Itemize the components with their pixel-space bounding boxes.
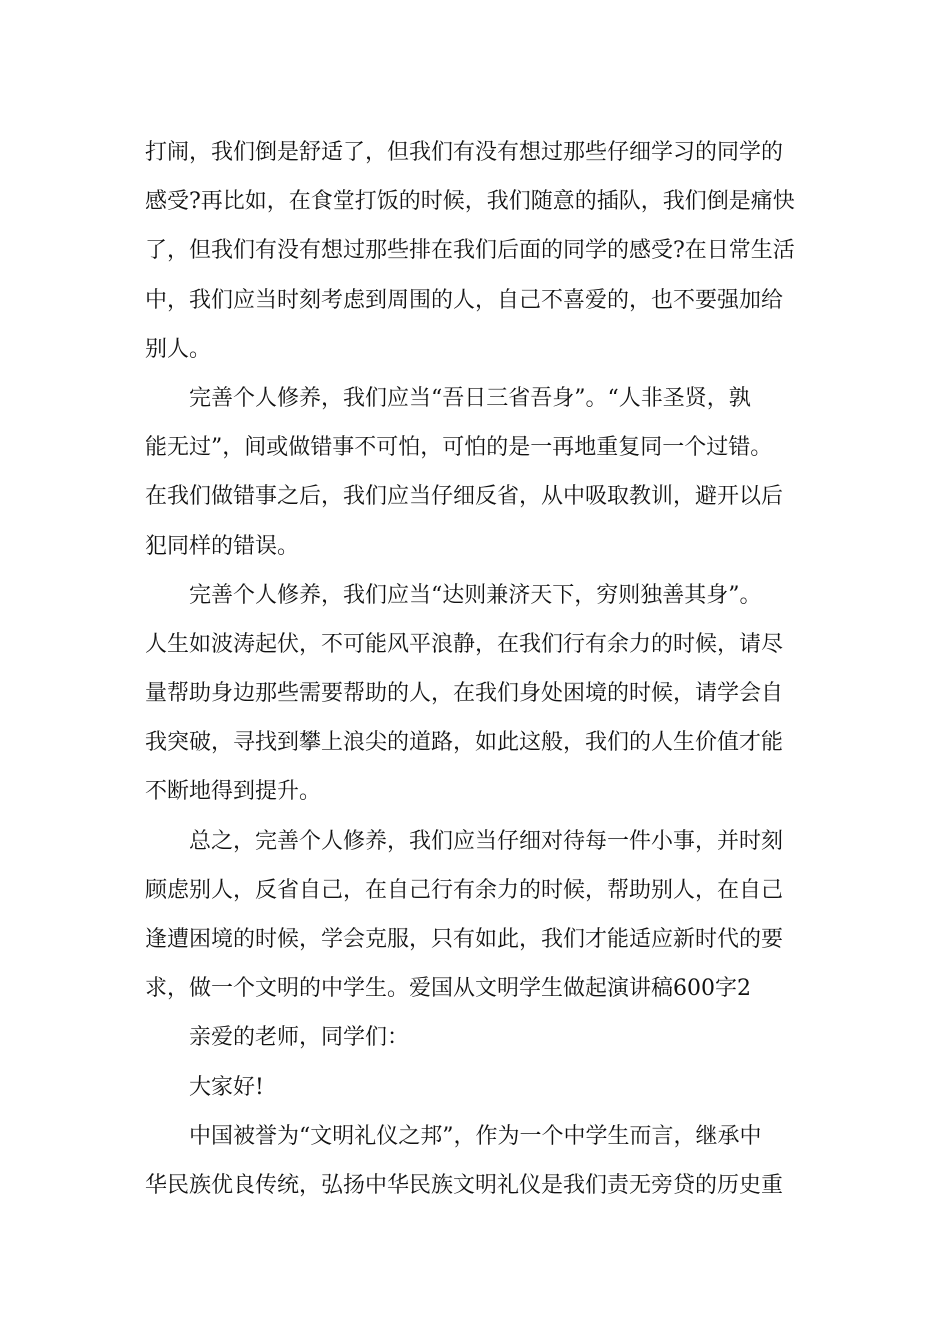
text-line: 能无过”，间或做错事不可怕，可怕的是一再地重复同一个过错。 [145, 435, 773, 461]
body-text [145, 128, 810, 1210]
text-line: 人生如波涛起伏，不可能风平浪静，在我们行有余力的时候，请尽 [145, 631, 784, 657]
text-line: 我突破，寻找到攀上浪尖的道路，如此这般，我们的人生价值才能 [145, 730, 784, 756]
text-line: 打闹，我们倒是舒适了，但我们有没有想过那些仔细学习的同学的 [145, 140, 784, 165]
paragraph-first-line: 完善个人修养，我们应当“吾日三省吾身”。“人非圣贤，孰 [189, 385, 751, 411]
paragraph-first-line: 完善个人修养，我们应当“达则兼济天下，穷则独善其身”。 [189, 582, 762, 608]
text-line: 中，我们应当时刻考虑到周围的人，自己不喜爱的，也不要强加给 [145, 287, 784, 313]
text-line: 华民族优良传统，弘扬中华民族文明礼仪是我们责无旁贷的历史重 [145, 1172, 784, 1198]
text-line: 求，做一个文明的中学生。爱国从文明学生做起演讲稿600字2 [145, 976, 751, 1002]
text-line: 不断地得到提升。 [145, 779, 322, 805]
text-line: 感受?再比如，在食堂打饭的时候，我们随意的插队，我们倒是痛快 [145, 189, 795, 215]
greeting: 大家好! [189, 1074, 264, 1100]
salutation: 亲爱的老师，同学们： [189, 1025, 410, 1051]
text-line: 了，但我们有没有想过那些排在我们后面的同学的感受?在日常生活 [145, 238, 795, 264]
text-line: 别人。 [145, 336, 212, 362]
text-line: 逢遭困境的时候，学会克服，只有如此，我们才能适应新时代的要 [145, 927, 784, 952]
paragraph-first-line: 中国被誉为“文明礼仪之邦”，作为一个中学生而言，继承中 [189, 1123, 762, 1149]
text-line: 犯同样的错误。 [145, 533, 300, 559]
text-line: 顾虑别人，反省自己，在自己行有余力的时候，帮助别人，在自己 [145, 877, 784, 903]
paragraph-first-line: 总之，完善个人修养，我们应当仔细对待每一件小事，并时刻 [189, 828, 784, 854]
text-line: 量帮助身边那些需要帮助的人，在我们身处困境的时候，请学会自 [145, 681, 784, 707]
text-line: 在我们做错事之后，我们应当仔细反省，从中吸取教训，避开以后 [145, 484, 784, 510]
